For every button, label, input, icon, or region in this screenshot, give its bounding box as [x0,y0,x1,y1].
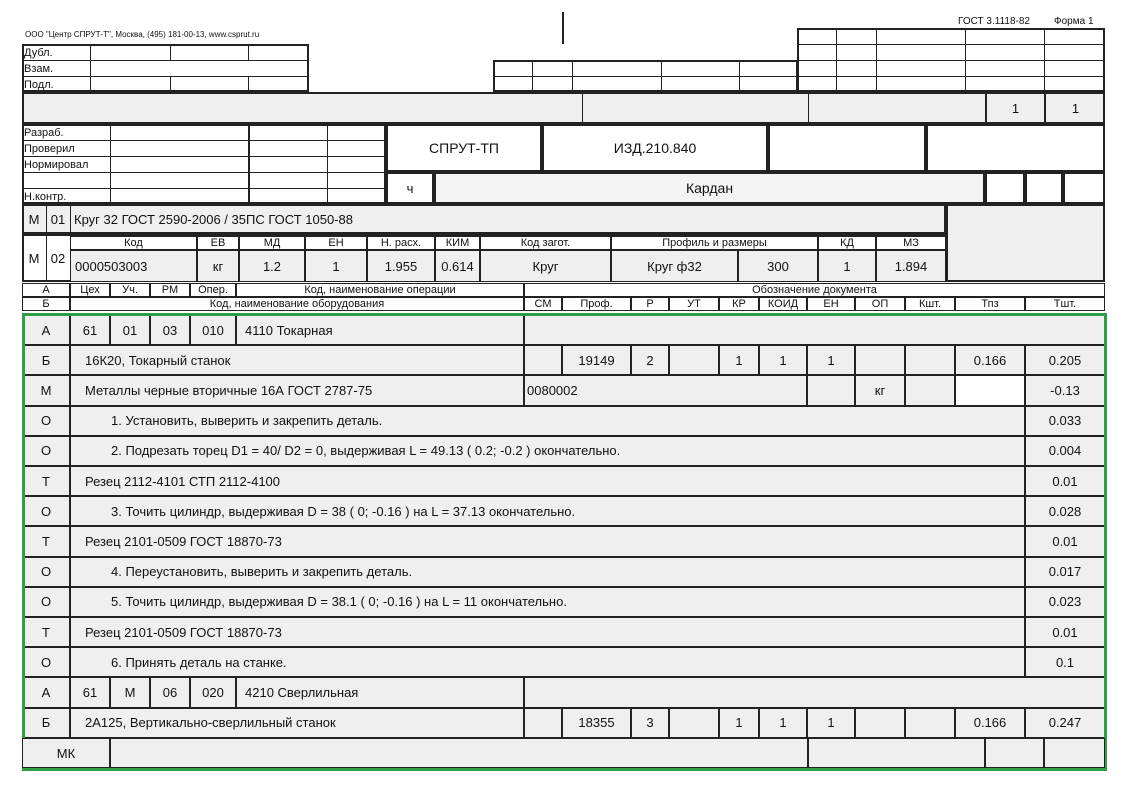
legend-prof: Проф. [562,297,631,311]
row-op: кг [855,375,905,405]
row-type: О [22,647,70,677]
row-tool: Резец 2112-4101 СТП 2112-4100 [70,466,1025,496]
label-podl: Подл. [24,79,54,91]
label-normiroval: Нормировал [24,159,89,171]
row-type: А [22,677,70,707]
stamp-line [797,60,1105,61]
footer-cell [1044,738,1105,768]
stamp-line [836,28,837,92]
row-equipment: 16К20, Токарный станок [70,345,524,375]
footer-mk: МК [22,738,110,768]
title-box [1063,172,1105,204]
row-tsht: 0.004 [1025,436,1105,466]
sheets-count: 1 [1011,100,1020,116]
stamp-line [797,76,1105,77]
stamp-left [22,44,309,92]
doc-designation: ИЗД.210.840 [542,124,768,172]
hdr-md: МД [239,236,305,250]
legend-oper: Опер. [190,283,236,297]
stamp-line [90,44,91,92]
legend-tpz: Тпз [955,297,1025,311]
val-mz: 1.894 [876,250,946,282]
row-r: 2 [631,345,669,375]
row-tpz: 0.166 [955,708,1025,738]
row-tsht: 0.033 [1025,406,1105,436]
legend-koid: КОИД [759,297,807,311]
stamp-line [1044,28,1045,92]
label-vzam: Взам. [24,63,54,75]
hdr-zag: Код загот. [480,236,611,250]
hdr-kod: Код [70,236,197,250]
val-kim: 0.614 [435,250,480,282]
sig-line [248,124,250,204]
legend-tsht: Тшт. [1025,297,1105,311]
hdr-kim: КИМ [435,236,480,250]
label-nkontr: Н.контр. [24,191,67,203]
row-prof: 19149 [562,345,631,375]
stamp-line [248,44,249,60]
ch-label: ч [386,172,434,204]
row-rm: 06 [150,677,190,707]
stamp-line [661,60,662,92]
stamp-line [876,28,877,92]
row-transition: 1. Установить, выверить и закрепить деталь. [70,406,1025,436]
material-side [946,204,1105,282]
hdr-mz: МЗ [876,236,946,250]
legend-op-name: Код, наименование операции [236,283,524,297]
m02-number: 02 [50,250,66,266]
hdr-nrash: Н. расх. [367,236,435,250]
row-type: О [22,496,70,526]
footer-cell [985,738,1044,768]
row-tsht: 0.028 [1025,496,1105,526]
legend-equip: Код, наименование оборудования [70,297,524,311]
row-type: М [22,375,70,405]
row-tsht: 0.01 [1025,526,1105,556]
row-transition: 6. Принять деталь на станке. [70,647,1025,677]
row-kr: 1 [719,708,759,738]
row-uch: 01 [110,315,150,345]
legend-kr: КР [719,297,759,311]
form-label: Форма 1 [1054,16,1094,27]
sig-line [327,124,328,204]
legend-a: А [22,283,70,297]
row-uch: М [110,677,150,707]
row-operation-name: 4210 Сверлильная [236,677,524,707]
row-tsht: 0.017 [1025,557,1105,587]
row-koid: 1 [759,345,807,375]
stamp-line [532,60,533,92]
row-type: Б [22,345,70,375]
stamp-line [572,60,573,92]
row-prof: 18355 [562,708,631,738]
row-tsht: 0.023 [1025,587,1105,617]
legend-uch: Уч. [110,283,150,297]
title-box [1025,172,1063,204]
part-name: Кардан [434,172,985,204]
row-tseh: 61 [70,677,110,707]
title-empty-1 [768,124,926,172]
sig-line [110,124,111,204]
label-razrab: Разраб. [24,127,64,139]
row-kr: 1 [719,345,759,375]
row-tsht: 0.1 [1025,647,1105,677]
row-r: 3 [631,708,669,738]
sig-line [22,140,386,141]
row-en: 1 [807,708,855,738]
legend-doc: Обозначение документа [524,283,1105,297]
title-empty-2 [926,124,1105,172]
row-tsht: 0.205 [1025,345,1105,375]
m02-label: М [28,250,40,266]
row-tool: Резец 2101-0509 ГОСТ 18870-73 [70,526,1025,556]
sheet-number: 1 [1071,100,1080,116]
hdr-kd: КД [818,236,876,250]
row-type: Т [22,466,70,496]
row-operation-name: 4110 Токарная [236,315,524,345]
title-box [985,172,1025,204]
company-line: ООО "Центр СПРУТ-Т", Москва, (495) 181-00-13, www.csprut.ru [25,30,260,39]
stamp-line [808,92,809,124]
row-transition: 2. Подрезать торец D1 = 40/ D2 = 0, выдерживая L = 49.13 ( 0.2; -0.2 ) окончательно. [70,436,1025,466]
stamp-line [170,44,171,60]
row-oper: 020 [190,677,236,707]
system-name: СПРУТ-ТП [386,124,542,172]
row-tsht: 0.247 [1025,708,1105,738]
row-transition: 5. Точить цилиндр, выдерживая D = 38.1 ( 0; -0.16 ) на L = 11 окончательно. [70,587,1025,617]
row-material: Металлы черные вторичные 16А ГОСТ 2787-75 [70,375,524,405]
footer-cell [110,738,808,768]
sig-line [22,172,386,173]
val-ev: кг [197,250,239,282]
selection-highlight [22,313,1107,771]
row-en: 1 [807,345,855,375]
stamp-line [22,76,309,77]
val-md: 1.2 [239,250,305,282]
gost-label: ГОСТ 3.1118-82 [958,16,1030,27]
legend-tseh: Цех [70,283,110,297]
val-code: 0000503003 [70,250,197,282]
legend-r: Р [631,297,669,311]
row-tsht: 0.01 [1025,617,1105,647]
stamp-line [582,92,583,124]
sheet-row [22,92,1105,124]
stamp-line [965,28,966,92]
material-text: Круг 32 ГОСТ 2590-2006 / 35ПС ГОСТ 1050-88 [74,211,353,227]
label-proveril: Проверил [24,143,75,155]
stamp-line [170,76,171,92]
row-tsht: -0.13 [1025,375,1105,405]
label-dubl: Дубл. [24,47,53,59]
row-tool: Резец 2101-0509 ГОСТ 18870-73 [70,617,1025,647]
m01-label: М [28,211,40,227]
row-type: О [22,436,70,466]
sig-line [22,188,386,189]
val-profile: Круг ф32 [611,250,738,282]
stamp-line [797,44,1105,45]
footer-cell [808,738,985,768]
row-type: А [22,315,70,345]
stamp-line [739,60,740,92]
hdr-profile: Профиль и размеры [611,236,818,250]
val-en: 1 [305,250,367,282]
row-rm: 03 [150,315,190,345]
row-tseh: 61 [70,315,110,345]
row-type: О [22,587,70,617]
row-type: Т [22,617,70,647]
legend-en: ЕН [807,297,855,311]
row-tsht: 0.01 [1025,466,1105,496]
m01-number: 01 [50,211,66,227]
row-equipment: 2А125, Вертикально-сверлильный станок [70,708,524,738]
row-type: Б [22,708,70,738]
stamp-line [22,60,309,61]
row-type: О [22,406,70,436]
row-oper: 010 [190,315,236,345]
val-zag: Круг [480,250,611,282]
row-transition: 4. Переустановить, выверить и закрепить деталь. [70,557,1025,587]
legend-ksht: Кшт. [905,297,955,311]
hdr-en: ЕН [305,236,367,250]
stamp-line [493,76,798,77]
val-size: 300 [738,250,818,282]
legend-rm: РМ [150,283,190,297]
row-transition: 3. Точить цилиндр, выдерживая D = 38 ( 0; -0.16 ) на L = 37.13 окончательно. [70,496,1025,526]
val-kd: 1 [818,250,876,282]
row-tpz: 0.166 [955,345,1025,375]
hdr-ev: ЕВ [197,236,239,250]
row-doc: 0080002 [524,375,807,405]
row-koid: 1 [759,708,807,738]
center-mark [562,12,564,44]
legend-sm: СМ [524,297,562,311]
row-type: Т [22,526,70,556]
legend-ut: УТ [669,297,719,311]
legend-op: ОП [855,297,905,311]
row-type: О [22,557,70,587]
legend-b: Б [22,297,70,311]
stamp-line [248,76,249,92]
val-nrash: 1.955 [367,250,435,282]
sig-line [22,156,386,157]
